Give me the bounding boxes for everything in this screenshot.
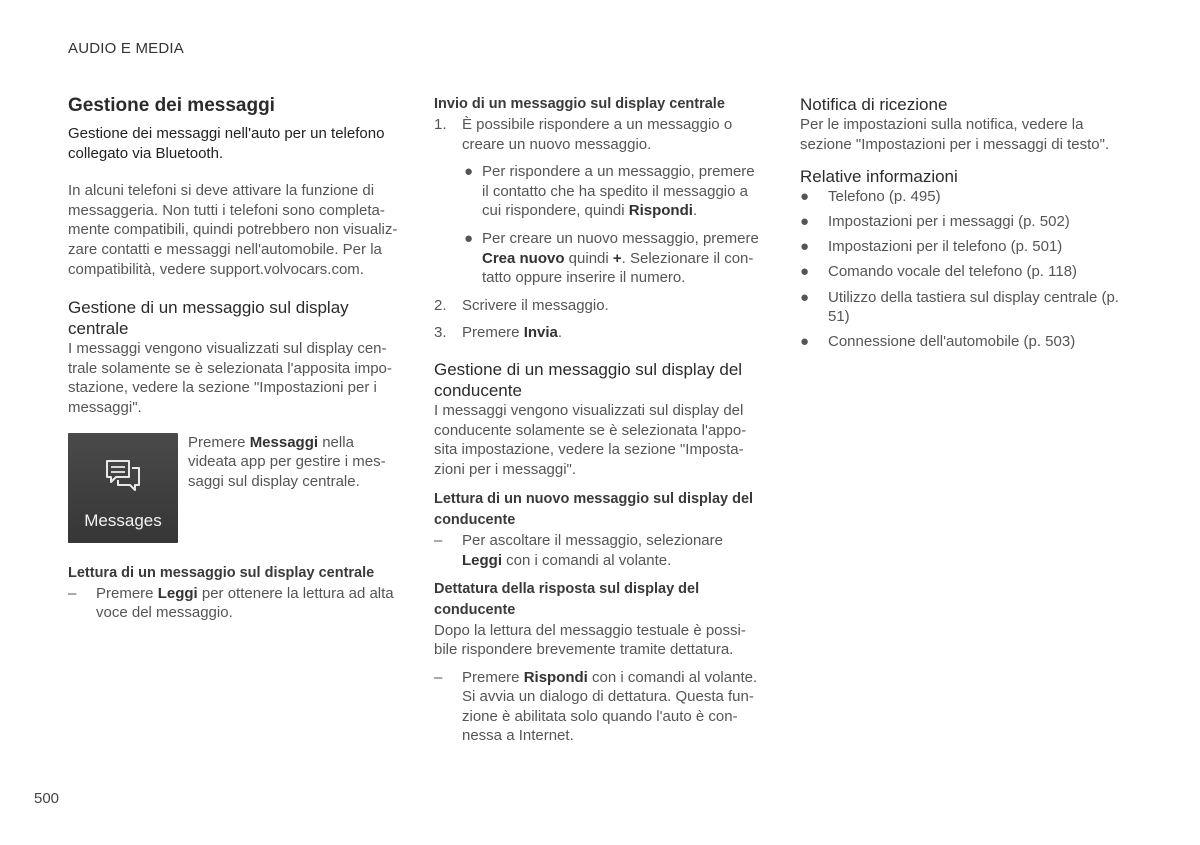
send-message-heading: Invio di un messaggio sul display centrale	[434, 96, 725, 112]
center-display-paragraph: I messaggi vengono visualizzati sul display cen-trale solamente se è selezionata l'apposita impo-stazione, vedere la sezione "Impostazioni per i messaggi".	[68, 340, 392, 416]
related-link[interactable]: ● Connessione dell'automobile (p. 503)	[800, 333, 1076, 351]
page-header: AUDIO E MEDIA	[68, 40, 184, 57]
column-left	[68, 94, 401, 623]
column-middle	[434, 94, 764, 746]
column-right	[800, 94, 1130, 357]
related-link[interactable]: ● Telefono (p. 495)	[800, 188, 941, 206]
messages-instruction: Premere Messaggi nella videata app per gestire i mes-saggi sul display centrale.	[188, 433, 386, 490]
driver-display-heading: Gestione di un messaggio sul display del conducente	[434, 359, 743, 400]
send-step-3: 3. Premere Invia.	[434, 324, 563, 342]
related-info-heading: Relative informazioni	[800, 167, 958, 187]
notification-paragraph: Per le impostazioni sulla notifica, vedere la sezione "Impostazioni per i messaggi di testo".	[800, 116, 1110, 153]
chat-bubbles-icon	[104, 458, 142, 494]
related-link[interactable]: ● Comando vocale del telefono (p. 118)	[800, 263, 1078, 281]
reply-bullet: ● Per rispondere a un messaggio, premere il contatto che ha spedito il messaggio a cui rispondere, quindi Rispondi.	[464, 163, 755, 220]
page-number: 500	[34, 790, 60, 807]
dictation-heading: Dettatura della risposta sul display del conducente	[434, 580, 700, 618]
send-step-2: 2. Scrivere il messaggio.	[434, 296, 609, 314]
notification-heading: Notifica di ricezione	[800, 95, 948, 114]
new-message-bullet: ● Per creare un nuovo messaggio, premere Crea nuovo quindi +. Selezionare il con-tatto oppure inserire il numero.	[464, 229, 759, 287]
intro-text: Gestione dei messaggi nell'auto per un telefono collegato via Bluetooth.	[68, 125, 385, 162]
center-display-heading: Gestione di un messaggio sul display centrale	[68, 298, 349, 339]
section-title: Gestione dei messaggi	[68, 95, 275, 116]
dictation-paragraph: Dopo la lettura del messaggio testuale è possi-bile rispondere brevemente tramite dettatura.	[434, 621, 746, 659]
messages-app-tile	[68, 433, 178, 543]
read-new-message-step: – Per ascoltare il messaggio, selezionare Leggi con i comandi al volante.	[434, 532, 723, 569]
read-new-message-heading: Lettura di un nuovo messaggio sul display del conducente	[434, 491, 754, 529]
send-step-1: 1. È possibile rispondere a un messaggio o creare un nuovo messaggio.	[434, 116, 733, 153]
dictation-step: – Premere Rispondi con i comandi al volante. Si avvia un dialogo di dettatura. Questa fun-zione è abilitata solo quando l'auto è con-nessa a Internet.	[434, 668, 758, 745]
read-message-heading: Lettura di un messaggio sul display centrale	[68, 564, 375, 581]
read-message-step: – Premere Leggi per ottenere la lettura ad alta voce del messaggio.	[68, 584, 394, 622]
related-info-list	[800, 187, 1130, 352]
related-link[interactable]: ● Utilizzo della tastiera sul display centrale (p. 51)	[800, 288, 1119, 326]
related-link[interactable]: ● Impostazioni per i messaggi (p. 502)	[800, 213, 1070, 231]
compatibility-paragraph: In alcuni telefoni si deve attivare la funzione di messaggeria. Non tutti i telefoni sono completa-mente compatibili, quindi potrebbero non visualiz-zare contatti e messaggi nell'automobile. Per la compatibilità, vedere support.volvocars.com.	[68, 182, 398, 278]
messages-app-block	[68, 433, 401, 549]
driver-display-paragraph: I messaggi vengono visualizzati sul display del conducente solamente se è selezionata l'appo-sita impostazione, vedere la sezione "Imposta-zioni per i messaggi".	[434, 401, 747, 478]
related-link[interactable]: ● Impostazioni per il telefono (p. 501)	[800, 238, 1063, 256]
messages-tile-label: Messages	[84, 510, 162, 530]
